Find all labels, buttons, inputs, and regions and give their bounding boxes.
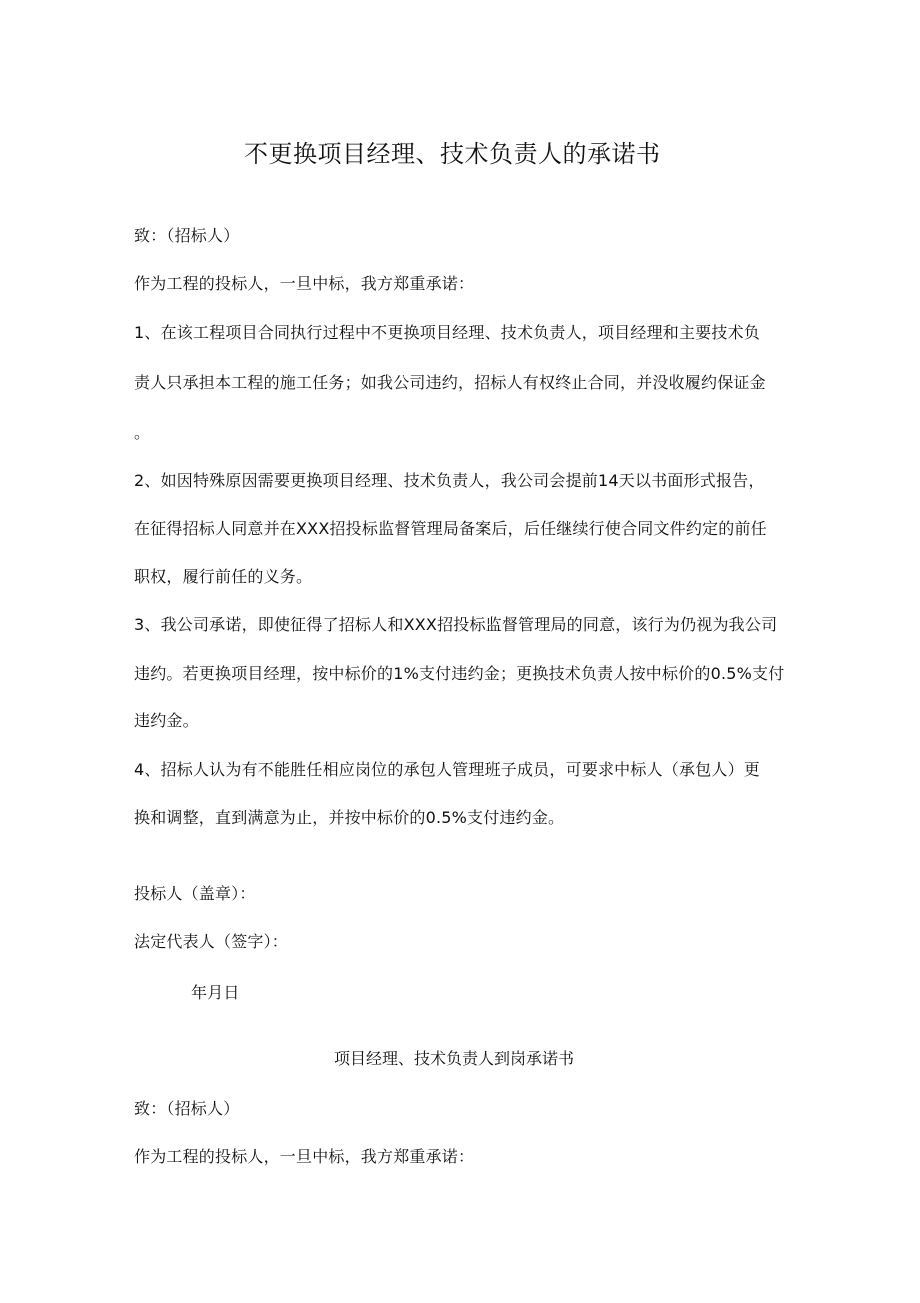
item-2-line-3: 职权，履行前任的义务。 [134, 567, 313, 586]
item-3-line-3: 违约金。 [134, 711, 199, 730]
item-2-line-1: 2、如因特殊原因需要更换项目经理、技术负责人，我公司会提前14天以书面形式报告， [134, 471, 765, 490]
recipient-line: 致：（招标人） [134, 226, 240, 245]
item-3-line-1: 3、我公司承诺，即使征得了招标人和XXX招投标监督管理局的同意，该行为仍视为我公司 [134, 615, 778, 634]
item-3-line-2: 违约。若更换项目经理，按中标价的1%支付违约金；更换技术负责人按中标价的0.5%支付 [134, 664, 785, 683]
item-1-line-3: 。 [134, 423, 151, 442]
legal-rep-signature-line: 法定代表人（签字）： [134, 932, 289, 951]
date-line: 年月日 [191, 983, 240, 1002]
item-4-line-1: 4、招标人认为有不能胜任相应岗位的承包人管理班子成员，可要求中标人（承包人）更 [134, 760, 760, 779]
item-1-line-1: 1、在该工程项目合同执行过程中不更换项目经理、技术负责人，项目经理和主要技术负 [134, 323, 760, 342]
item-1-line-2: 责人只承担本工程的施工任务；如我公司违约，招标人有权终止合同，并没收履约保证金 [134, 373, 766, 392]
bidder-seal-line: 投标人（盖章）： [134, 884, 256, 903]
item-4-line-2: 换和调整，直到满意为止，并按中标价的0.5%支付违约金。 [134, 808, 565, 827]
second-intro-line: 作为工程的投标人，一旦中标，我方郑重承诺： [134, 1147, 475, 1166]
intro-line: 作为工程的投标人，一旦中标，我方郑重承诺： [134, 274, 475, 293]
second-document-title: 项目经理、技术负责人到岗承诺书 [334, 1049, 575, 1068]
document-title: 不更换项目经理、技术负责人的承诺书 [244, 140, 661, 168]
second-recipient-line: 致：（招标人） [134, 1099, 240, 1118]
item-2-line-2: 在征得招标人同意并在XXX招投标监督管理局备案后，后任继续行使合同文件约定的前任 [134, 519, 767, 538]
